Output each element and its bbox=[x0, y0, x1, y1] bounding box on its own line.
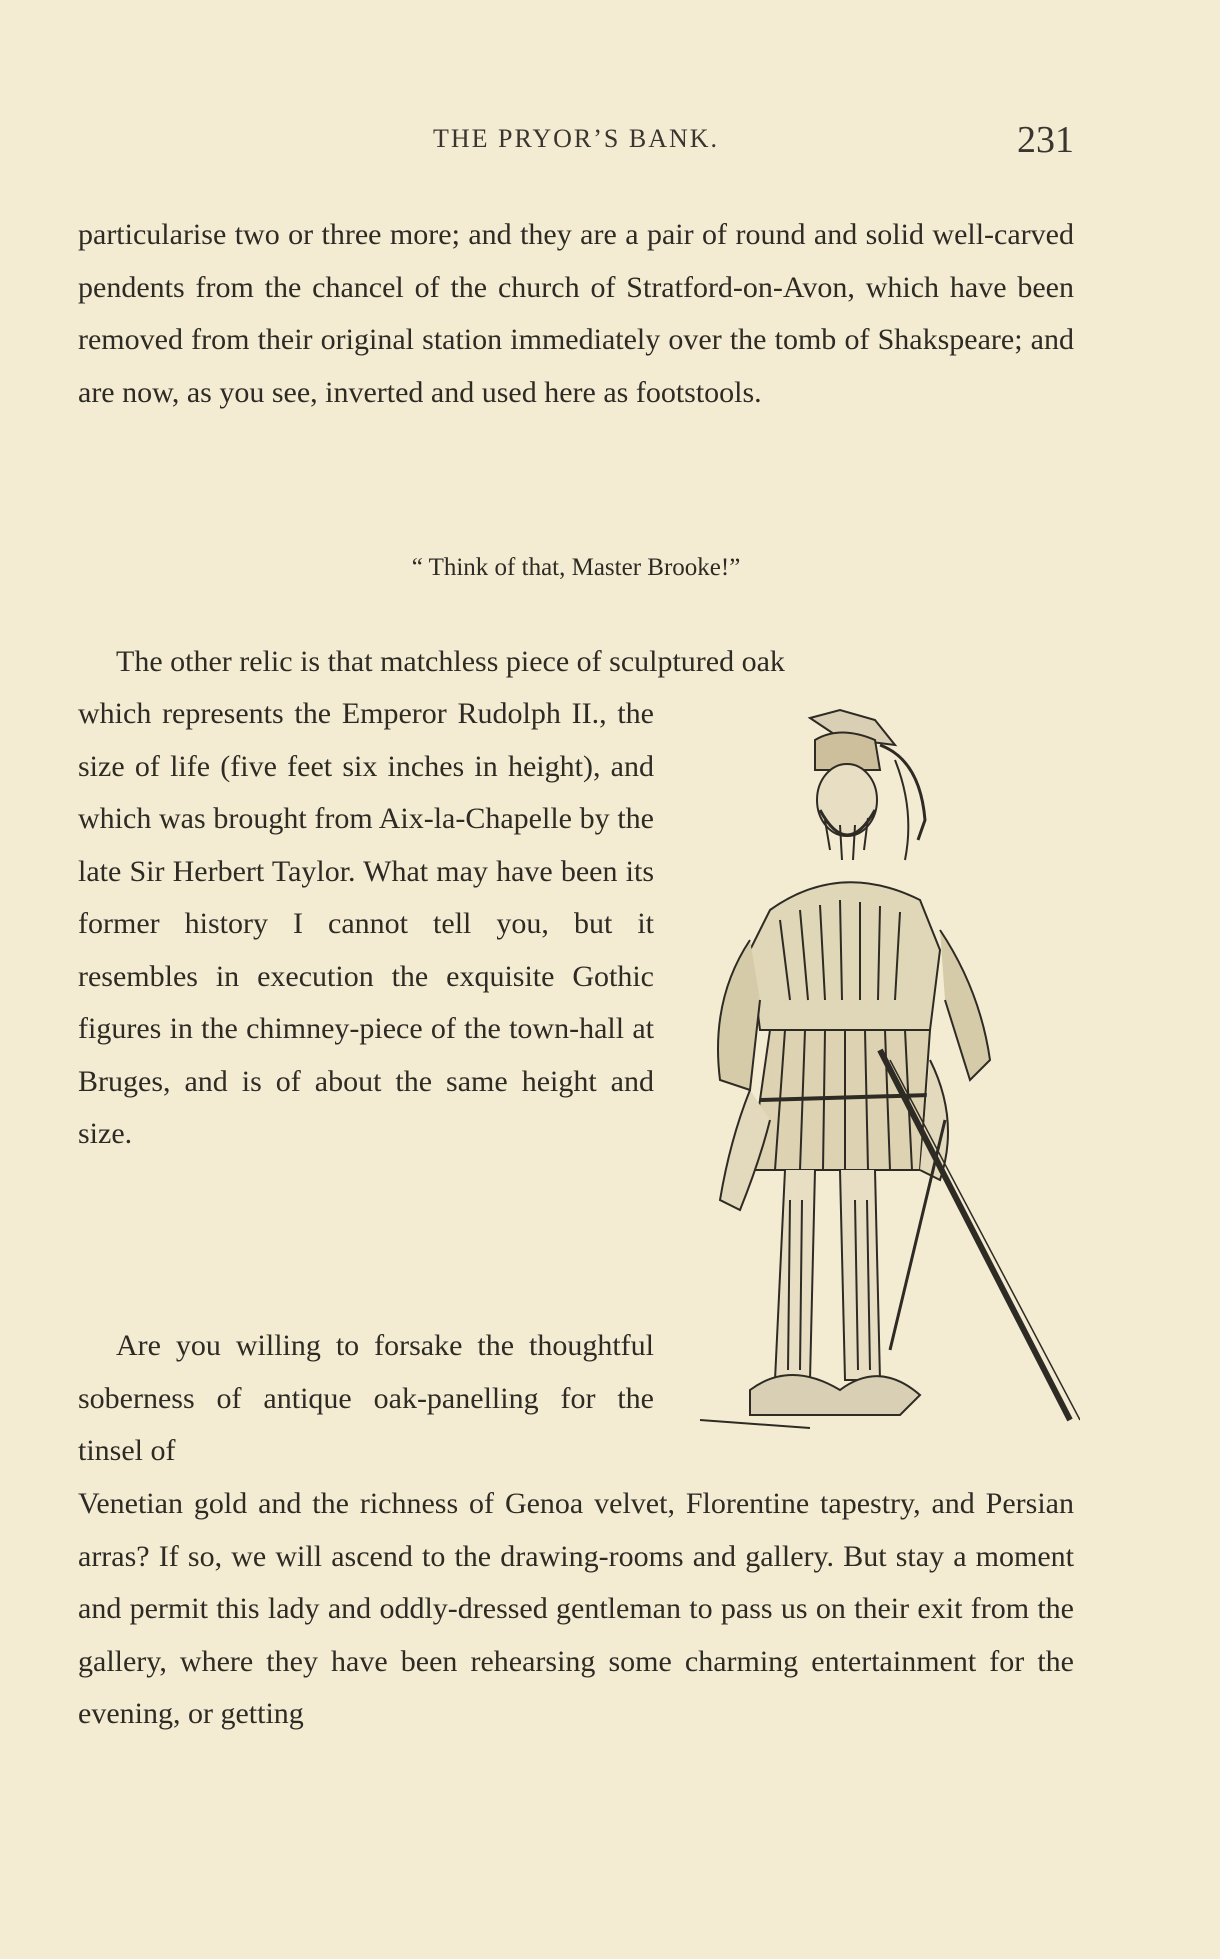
paragraph-relic-body: which represents the Emperor Rudolph II., the size of life (five feet six inches in height), and which was brought from Aix-la-Chapelle by the late Sir Herbert Taylor. What may have been its former history I cannot tell you, but it resembles in execution the exquisite Gothic figures in the chimney-piece of the town-hall at Bruges, and is of about the same height and size. bbox=[78, 697, 654, 1150]
paragraph-relic-first-line: The other relic is that matchless piece of sculptured oak bbox=[116, 645, 785, 678]
paragraph-footstools: particularise two or three more; and they are a pair of round and solid well-carved pendents from the chancel of the church of Stratford-on-Avon, which have been removed from their original station immediately over the tomb of Shakspeare; and are now, as you see, inverted and used here as footstools. bbox=[78, 218, 1074, 409]
running-head: THE PRYOR’S BANK. bbox=[432, 124, 720, 153]
quotation: “ Think of that, Master Brooke!” bbox=[411, 554, 741, 581]
emperor-statue-engraving-icon bbox=[690, 700, 1080, 1470]
page-header bbox=[78, 118, 1074, 161]
paragraph-tinsel-start: Are you willing to forsake the thoughtful soberness of antique oak-panelling for the tinsel of bbox=[78, 1329, 654, 1467]
page-number: 231 bbox=[1017, 119, 1074, 161]
paragraph-tinsel-rest: Venetian gold and the richness of Genoa velvet, Florentine tapestry, and Persian arras? If so, we will ascend to the drawing-rooms and gallery. But stay a moment and permit this lady and oddly-dressed gentleman to pass us on their exit from the gallery, where they have been rehearsing some charming entertainment for the evening, or getting bbox=[78, 1487, 1074, 1730]
